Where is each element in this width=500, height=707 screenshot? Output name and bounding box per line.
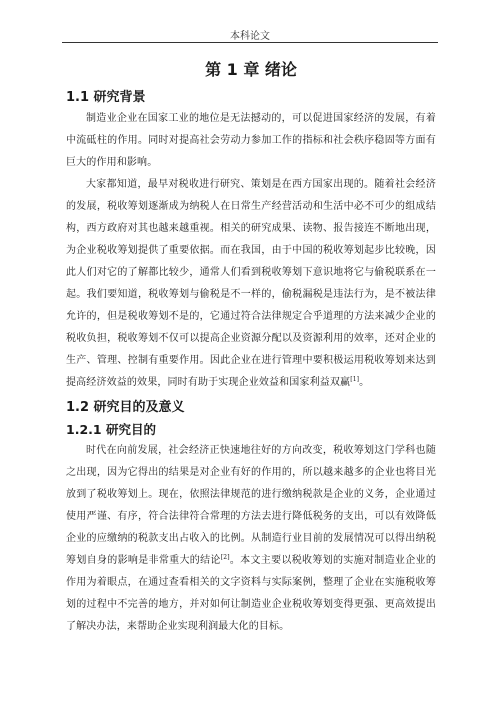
section-heading-1-1: 1.1 研究背景 xyxy=(66,90,146,105)
citation-marker[interactable]: [1] xyxy=(350,376,360,383)
citation-marker[interactable]: [2] xyxy=(220,554,230,561)
paragraph: 大家都知道，最早对税收进行研究、策划是在西方国家出现的。随着社会经济的发展，税收筹划逐渐成为纳税人在日常生产经营活动和生活中必不可少的组成结构，西方政府对其也越来越重视。相关的研究成果、读物、报告接连不断地出现，为企业税收筹划提供了重要依据。而在我国，由于中国的税收筹划起步比较晚，因此人们对它的了解都比较少，通常人们看到税收筹划下意识地将它与偷税联系在一起。我们要知道，税收筹划与偷税是不一样的，偷税漏税是违法行为，是不被法律允许的，但是税收筹划不是的，它通过符合法律规定合乎道理的方法来减少企业的税收负担，税收筹划不仅可以提高企业资源分配以及资源利用的效率，还对企业的生产、管理、控制有重要作用。因此企业在进行管理中要积极运用税收筹划来达到提高经济效益的效果，同时有助于实现企业效益和国家利益双赢[1]。 xyxy=(66,179,436,388)
paragraph: 制造业企业在国家工业的地位是无法撼动的，可以促进国家经济的发展，有着中流砥柱的作用。同时对提高社会劳动力参加工作的指标和社会秩序稳固等方面有巨大的作用和影响。 xyxy=(66,113,436,168)
paragraph: 时代在向前发展，社会经济正快速地往好的方向改变，税收筹划这门学科也随之出现，因为它得出的结果是对企业有好的作用的，所以越来越多的企业也将目光放到了税收筹划上。现在，依照法律规范的进行缴纳税款是企业的义务，企业通过使用严谨、有序，符合法律符合常理的方法去进行降低税务的支出，可以有效降低企业的应缴纳的税款支出占收入的比例。从制造行业目前的发展情况可以得出纳税筹划自身的影响是非常重大的结论[2]。本文主要以税收筹划的实施对制造业企业的作用为着眼点，在通过查看相关的文字资料与实际案例，整理了企业在实施税收筹划的过程中不完善的地方，并对如何让制造业企业税收筹划变得更强、更高效提出了解决办法，来帮助企业实现利润最大化的目标。 xyxy=(66,445,436,632)
header-rule xyxy=(62,42,438,43)
section-heading-1-2: 1.2 研究目的及意义 xyxy=(66,400,185,415)
running-header: 本科论文 xyxy=(230,31,270,42)
chapter-title: 第 1 章 绪论 xyxy=(205,60,297,79)
subsection-heading-1-2-1: 1.2.1 研究目的 xyxy=(66,422,156,437)
page-body xyxy=(66,58,436,638)
